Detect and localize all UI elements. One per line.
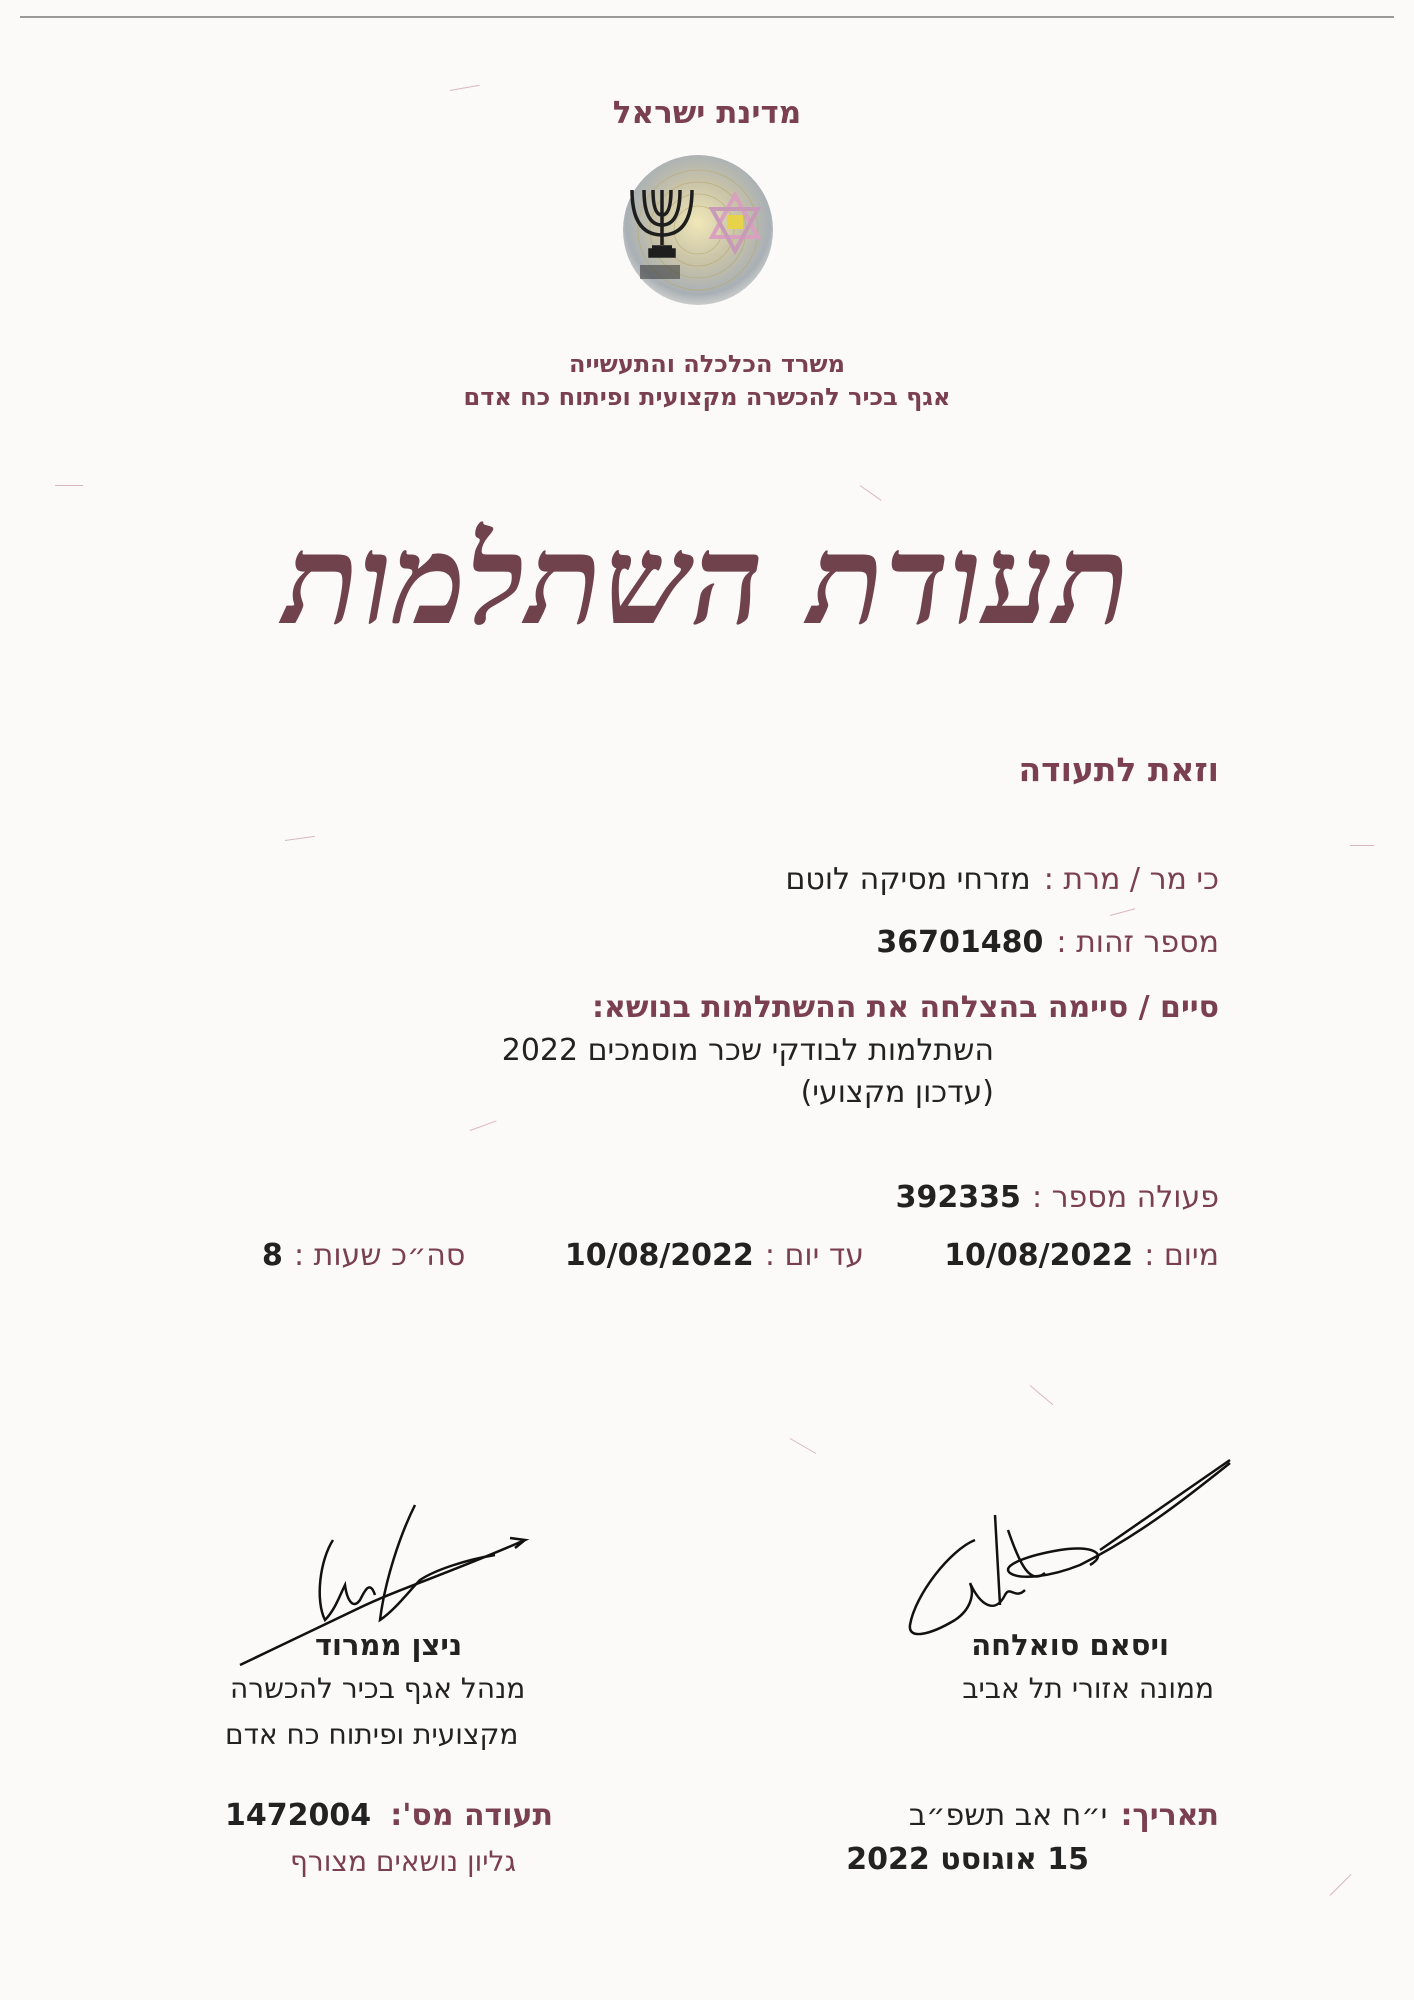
paper-fleck <box>1350 845 1374 846</box>
certificate-number: 1472004 <box>225 1798 372 1833</box>
recipient-name: מזרחי מסיקה לוטם <box>785 862 1031 897</box>
to-label: עד יום : <box>764 1238 864 1273</box>
paper-fleck <box>1110 908 1135 916</box>
topic-line-1: השתלמות לבודקי שכר מוסמכים 2022 <box>501 1033 994 1068</box>
signature-right <box>900 1455 1240 1655</box>
topic-line-2: (עדכון מקצועי) <box>800 1075 994 1110</box>
paper-fleck <box>450 85 480 91</box>
from-date-row <box>944 1238 1219 1273</box>
top-border-line <box>20 16 1394 18</box>
signer-right-role: ממונה אזורי תל אביב <box>962 1672 1214 1705</box>
hebrew-date: י״ח אב תשפ״ב <box>908 1798 1108 1833</box>
operation-number: 392335 <box>895 1180 1021 1215</box>
paper-fleck <box>1030 1385 1054 1405</box>
id-number: 36701480 <box>876 925 1044 960</box>
paper-fleck <box>470 1120 497 1131</box>
operation-label: פעולה מספר : <box>1031 1180 1219 1215</box>
certifies-heading: וזאת לתעודה <box>1018 750 1219 789</box>
signer-right-name: ויסאם סואלחה <box>971 1628 1169 1662</box>
footer-date-row <box>909 1798 1219 1833</box>
state-emblem <box>610 155 786 305</box>
division-name: אגף בכיר להכשרה מקצועית ופיתוח כח אדם <box>463 383 951 411</box>
attachment-note: גליון נושאים מצורף <box>290 1845 516 1878</box>
paper-fleck <box>790 1438 816 1454</box>
hologram-block <box>640 265 680 279</box>
to-date-row <box>565 1238 864 1273</box>
hours-row <box>262 1238 465 1273</box>
id-row <box>876 925 1219 960</box>
from-date: 10/08/2022 <box>944 1238 1134 1273</box>
gregorian-date: 15 אוגוסט 2022 <box>846 1842 1089 1877</box>
paper-fleck <box>1330 1874 1352 1896</box>
paper-fleck <box>285 836 315 841</box>
from-label: מיום : <box>1144 1238 1219 1273</box>
signer-left-name: ניצן ממרוד <box>315 1628 463 1662</box>
hours-label: סה״כ שעות : <box>293 1238 466 1273</box>
state-name: מדינת ישראל <box>612 95 802 131</box>
paper-fleck <box>860 485 882 501</box>
completion-label: סיים / סיימה בהצלחה את ההשתלמות בנושא: <box>591 990 1219 1025</box>
name-label: כי מר / מרת : <box>1043 862 1219 897</box>
certificate-title: תעודת השתלמות <box>283 508 1131 653</box>
certificate-number-label: תעודה מס': <box>390 1798 553 1833</box>
signer-left-role-2: מקצועית ופיתוח כח אדם <box>225 1718 519 1751</box>
date-label: תאריך: <box>1120 1798 1219 1833</box>
certificate-number-row <box>225 1798 553 1833</box>
signer-left-role-1: מנהל אגף בכיר להכשרה <box>230 1672 526 1705</box>
operation-row <box>896 1180 1219 1215</box>
name-row <box>786 862 1219 897</box>
ministry-name: משרד הכלכלה והתעשייה <box>569 350 845 378</box>
to-date: 10/08/2022 <box>564 1238 754 1273</box>
id-label: מספר זהות : <box>1056 925 1219 960</box>
ministry-header <box>0 348 1414 414</box>
hours-value: 8 <box>262 1238 283 1273</box>
paper-fleck <box>55 485 83 486</box>
